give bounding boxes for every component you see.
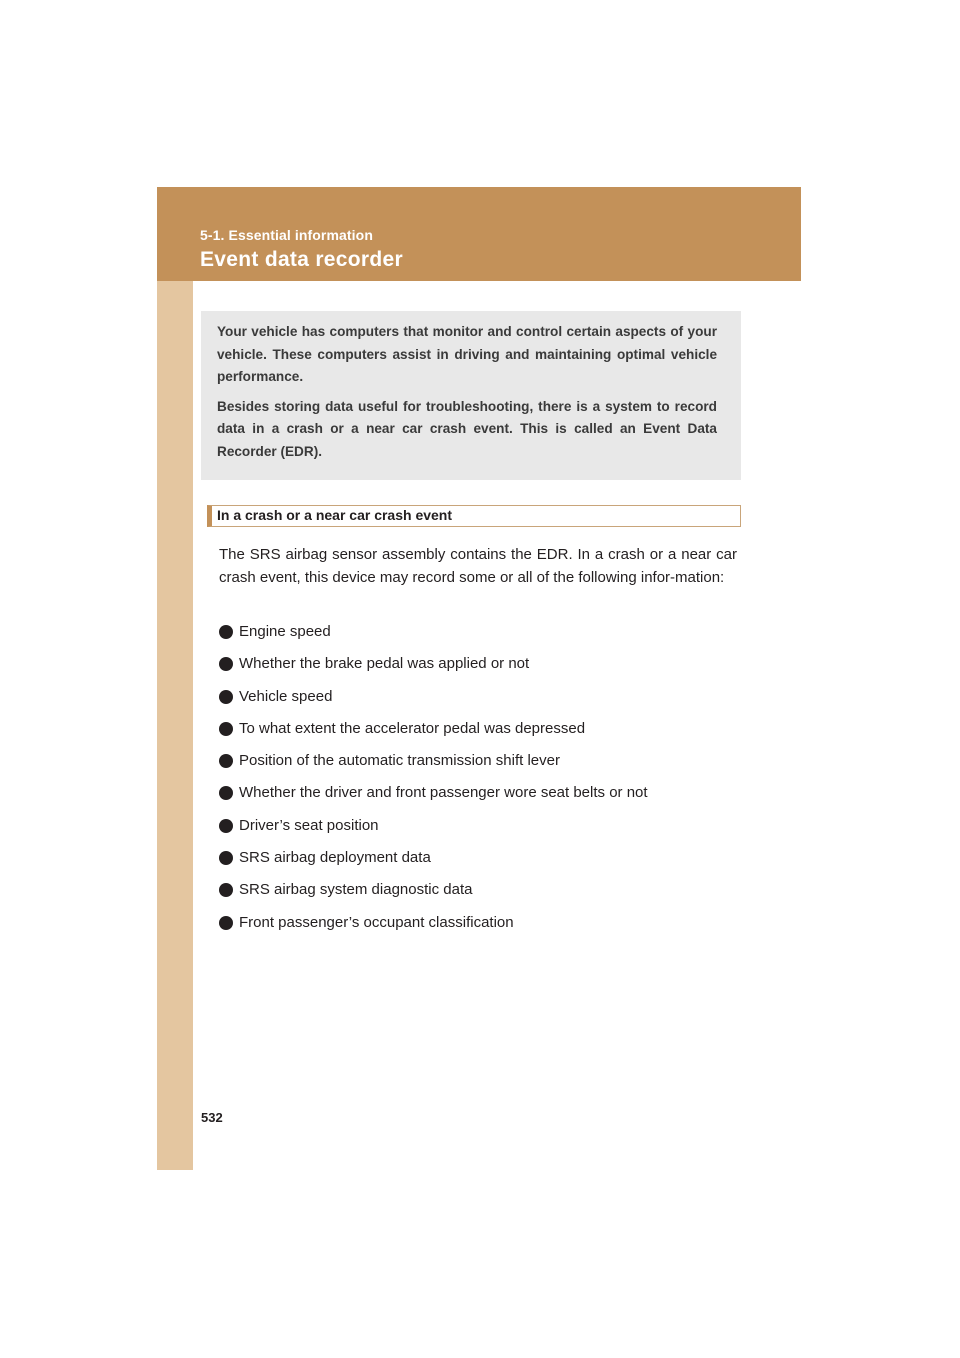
bullet-icon — [219, 625, 233, 639]
section-heading — [207, 505, 741, 527]
sidebar-tab — [157, 187, 193, 1170]
bullet-icon — [219, 851, 233, 865]
bullet-icon — [219, 754, 233, 768]
list-item-text: Engine speed — [239, 623, 331, 640]
list-item-text: Front passenger’s occupant classification — [239, 913, 514, 931]
section-heading-text: In a crash or a near car crash event — [217, 507, 453, 523]
list-item — [219, 652, 741, 684]
list-item-text: SRS airbag system diagnostic data — [239, 881, 473, 899]
bullet-icon — [219, 786, 233, 800]
list-item-text: Position of the automatic transmission shift lever — [239, 752, 560, 770]
intro-paragraph: Your vehicle has computers that monitor and control certain aspects of your vehicle. These computers assist in driving and maintaining optimal vehicle performance. — [217, 324, 717, 384]
list-item-text: SRS airbag deployment data — [239, 849, 431, 867]
list-item — [219, 685, 741, 717]
list-item-text: To what extent the accelerator pedal was depressed — [239, 719, 586, 737]
bullet-icon — [219, 819, 233, 833]
list-item-text: Vehicle speed — [239, 687, 333, 705]
list-item — [219, 620, 741, 652]
bullet-icon — [219, 657, 233, 671]
section-body: The SRS airbag sensor assembly contains the EDR. In a crash or a near car crash event, this device may record some or all of the following infor-mation: — [219, 546, 737, 586]
page-number: 532 — [201, 1110, 223, 1125]
intro-paragraph: Besides storing data useful for troubleshooting, there is a system to record data in a crash or a near car crash event. This is called an Event Data Recorder (EDR). — [217, 398, 717, 459]
bullet-icon — [219, 883, 233, 897]
section-label: 5-1. Essential information — [200, 227, 373, 243]
list-item — [219, 749, 741, 781]
intro-box — [201, 311, 741, 480]
list-item — [219, 814, 741, 846]
list-item — [219, 878, 741, 910]
page-header — [157, 187, 801, 281]
bullet-icon — [219, 916, 233, 930]
list-item — [219, 911, 741, 943]
page-title: Event data recorder — [200, 248, 403, 271]
list-item — [219, 846, 741, 878]
list-item-text: Whether the brake pedal was applied or not — [239, 655, 530, 673]
list-item — [219, 781, 741, 813]
list-item-text: Driver’s seat position — [239, 816, 379, 834]
list-item-text: Whether the driver and front passenger wore seat belts or not — [239, 784, 648, 802]
recorded-data-list — [219, 620, 741, 943]
bullet-icon — [219, 690, 233, 704]
bullet-icon — [219, 722, 233, 736]
list-item — [219, 717, 741, 749]
